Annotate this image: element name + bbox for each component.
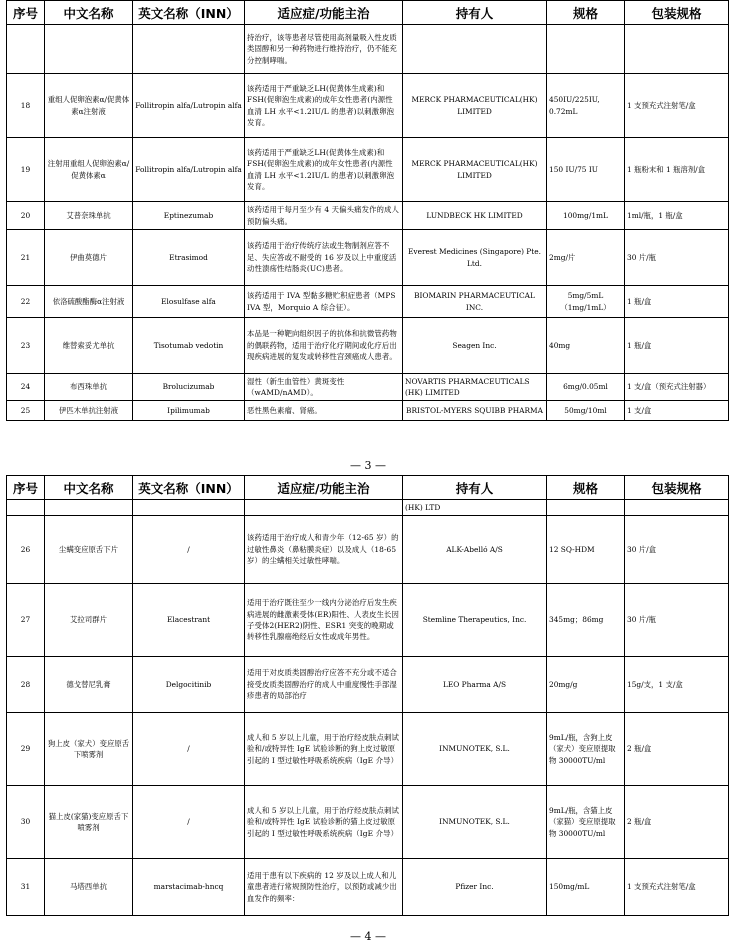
cell-cn-name: 马塔西单抗 xyxy=(45,859,133,916)
cell-indication: 该药适用于治疗传统疗法或生物制剂应答不足、失应答或不耐受的 16 岁及以上中重度活动性溃疡性结肠炎(UC)患者。 xyxy=(245,230,403,286)
cell-pack: 1 支预充式注射笔/盒 xyxy=(625,859,729,916)
table-row xyxy=(7,859,729,916)
cell-indication: 成人和 5 岁以上儿童，用于治疗经皮肤点刺试验和/或特异性 IgE 试验诊断的猫上皮过敏原引起的 I 型过敏性呼吸系统疾病（IgE 介导） xyxy=(245,786,403,859)
cell-cn-name xyxy=(45,500,133,516)
cell-en-name: Delgocitinib xyxy=(133,657,245,713)
cell-no: 31 xyxy=(7,859,45,916)
cell-spec: 345mg；86mg xyxy=(547,584,625,657)
cell-cn-name: 依洛硫酸酯酶α注射液 xyxy=(45,286,133,318)
cell-no: 23 xyxy=(7,318,45,374)
table-row xyxy=(7,401,729,421)
header-spec: 规格 xyxy=(547,1,625,25)
cell-spec: 100mg/1mL xyxy=(547,202,625,230)
cell-en-name: Follitropin alfa/Lutropin alfa xyxy=(133,74,245,138)
table-row xyxy=(7,230,729,286)
cell-cn-name: 尘螨变应原舌下片 xyxy=(45,516,133,584)
cell-holder: Pfizer Inc. xyxy=(403,859,547,916)
cell-no: 28 xyxy=(7,657,45,713)
cell-pack: 2 瓶/盒 xyxy=(625,713,729,786)
cell-indication: 该药适用于严重缺乏LH(促黄体生成素)和FSH(促卵泡生成素)的成年女性患者(内源性血清 LH 水平<1.2IU/L 的患者)以刺激卵泡发育。 xyxy=(245,138,403,202)
cell-holder: MERCK PHARMACEUTICAL(HK) LIMITED xyxy=(403,138,547,202)
cell-pack: 30 片/瓶 xyxy=(625,584,729,657)
cell-holder: LEO Pharma A/S xyxy=(403,657,547,713)
header-holder: 持有人 xyxy=(403,476,547,500)
header-indication: 适应症/功能主治 xyxy=(245,476,403,500)
cell-cn-name: 布西珠单抗 xyxy=(45,374,133,401)
page-number: — 3 — xyxy=(350,459,386,472)
cell-pack: 30 片/盒 xyxy=(625,516,729,584)
cell-indication: 本品是一种靶向组织因子的抗体和抗微管药物的偶联药物，适用于治疗化疗期间或化疗后出现疾病进展的复发或转移性宫颈癌成人患者。 xyxy=(245,318,403,374)
cell-indication: 适用于对皮质类固醇治疗应答不充分或不适合接受皮质类固醇治疗的成人中重度慢性手部湿疹患者的局部治疗 xyxy=(245,657,403,713)
cell-no: 26 xyxy=(7,516,45,584)
cell-no: 20 xyxy=(7,202,45,230)
cell-spec: 150 IU/75 IU xyxy=(547,138,625,202)
table-row-continued xyxy=(7,500,729,516)
cell-spec: 150mg/mL xyxy=(547,859,625,916)
header-no: 序号 xyxy=(7,476,45,500)
cell-indication: 该药适用于严重缺乏LH(促黄体生成素)和FSH(促卵泡生成素)的成年女性患者(内源性血清 LH 水平<1.2IU/L 的患者)以刺激卵泡发育。 xyxy=(245,74,403,138)
cell-cn-name xyxy=(45,25,133,74)
cell-indication: 该药适用于 IVA 型黏多糖贮积症患者（MPS IVA 型，Morquio A 综合征）。 xyxy=(245,286,403,318)
cell-holder: MERCK PHARMACEUTICAL(HK) LIMITED xyxy=(403,74,547,138)
table-row xyxy=(7,374,729,401)
cell-indication: 恶性黑色素瘤、肾癌。 xyxy=(245,401,403,421)
header-spec: 规格 xyxy=(547,476,625,500)
cell-spec: 20mg/g xyxy=(547,657,625,713)
cell-pack: 1 瓶/盒 xyxy=(625,286,729,318)
cell-en-name: Elosulfase alfa xyxy=(133,286,245,318)
cell-en-name: Etrasimod xyxy=(133,230,245,286)
header-cn-name: 中文名称 xyxy=(45,476,133,500)
cell-cn-name: 伊曲莫德片 xyxy=(45,230,133,286)
cell-spec: 40mg xyxy=(547,318,625,374)
cell-holder: Stemline Therapeutics, Inc. xyxy=(403,584,547,657)
cell-cn-name: 艾普奈珠单抗 xyxy=(45,202,133,230)
cell-spec xyxy=(547,25,625,74)
table-header-row xyxy=(7,476,729,500)
cell-indication: 适用于治疗既往至少一线内分泌治疗后发生疾病进展的雌激素受体(ER)阳性、人表皮生长因子受体2(HER2)阴性、ESR1 突变的晚期或转移性乳腺癌绝经后女性或成年男性。 xyxy=(245,584,403,657)
cell-indication: 该药适用于每月至少有 4 天偏头痛发作的成人预防偏头痛。 xyxy=(245,202,403,230)
cell-en-name: marstacimab-hncq xyxy=(133,859,245,916)
cell-en-name: / xyxy=(133,786,245,859)
cell-spec: 9mL/瓶，含猫上皮（家猫）变应原提取物 30000TU/ml xyxy=(547,786,625,859)
cell-en-name: Follitropin alfa/Lutropin alfa xyxy=(133,138,245,202)
cell-en-name: Brolucizumab xyxy=(133,374,245,401)
cell-cn-name: 德戈替尼乳膏 xyxy=(45,657,133,713)
table-header-row xyxy=(7,1,729,25)
cell-en-name: Ipilimumab xyxy=(133,401,245,421)
header-indication: 适应症/功能主治 xyxy=(245,1,403,25)
cell-no: 25 xyxy=(7,401,45,421)
header-no: 序号 xyxy=(7,1,45,25)
table-row xyxy=(7,516,729,584)
cell-en-name: / xyxy=(133,713,245,786)
cell-indication: 成人和 5 岁以上儿童，用于治疗经皮肤点刺试验和/或特异性 IgE 试验诊断的狗上皮过敏原引起的 I 型过敏性呼吸系统疾病（IgE 介导） xyxy=(245,713,403,786)
cell-cn-name: 艾拉司群片 xyxy=(45,584,133,657)
cell-en-name: Tisotumab vedotin xyxy=(133,318,245,374)
cell-holder: INMUNOTEK, S.L. xyxy=(403,786,547,859)
cell-no: 19 xyxy=(7,138,45,202)
cell-pack: 2 瓶/盒 xyxy=(625,786,729,859)
cell-en-name: / xyxy=(133,516,245,584)
cell-indication: 湿性（新生血管性）黄斑变性（wAMD/nAMD）。 xyxy=(245,374,403,401)
cell-spec: 5mg/5mL （1mg/1mL） xyxy=(547,286,625,318)
cell-en-name xyxy=(133,500,245,516)
cell-holder: NOVARTIS PHARMACEUTICALS (HK) LIMITED xyxy=(403,374,547,401)
cell-spec: 450IU/225IU, 0.72mL xyxy=(547,74,625,138)
cell-holder: Everest Medicines (Singapore) Pte. Ltd. xyxy=(403,230,547,286)
cell-holder: INMUNOTEK, S.L. xyxy=(403,713,547,786)
cell-pack xyxy=(625,500,729,516)
cell-indication: 持治疗，该等患者尽管使用高剂量吸入性皮质类固醇和另一种药物进行维持治疗，仍不能充分控制哮喘。 xyxy=(245,25,403,74)
cell-spec: 9mL/瓶，含狗上皮（家犬）变应原提取物 30000TU/ml xyxy=(547,713,625,786)
cell-no: 27 xyxy=(7,584,45,657)
cell-pack: 1ml/瓶，1 瓶/盒 xyxy=(625,202,729,230)
table-row xyxy=(7,584,729,657)
cell-cn-name: 注射用重组人促卵泡素α/促黄体素α xyxy=(45,138,133,202)
table-row xyxy=(7,202,729,230)
cell-holder: ALK-Abelló A/S xyxy=(403,516,547,584)
cell-holder: Seagen Inc. xyxy=(403,318,547,374)
cell-indication: 适用于患有以下疾病的 12 岁及以上成人和儿童患者进行常规预防性治疗，以预防或减少出血发作的频率： xyxy=(245,859,403,916)
page-number: — 4 — xyxy=(350,930,386,943)
cell-holder: BRISTOL-MYERS SQUIBB PHARMA xyxy=(403,401,547,421)
cell-no: 18 xyxy=(7,74,45,138)
cell-indication: 该药适用于治疗成人和青少年（12-65 岁）的过敏性鼻炎（鼻粘膜炎症）以及成人（18-65 岁）的尘螨相关过敏性哮喘。 xyxy=(245,516,403,584)
cell-spec: 2mg/片 xyxy=(547,230,625,286)
cell-spec xyxy=(547,500,625,516)
drug-table-page-3 xyxy=(6,0,729,421)
cell-pack: 30 片/瓶 xyxy=(625,230,729,286)
cell-holder xyxy=(403,25,547,74)
cell-no: 29 xyxy=(7,713,45,786)
cell-pack: 15g/支，1 支/盒 xyxy=(625,657,729,713)
table-row xyxy=(7,286,729,318)
cell-pack: 1 支/盒（预充式注射器） xyxy=(625,374,729,401)
table-row xyxy=(7,318,729,374)
cell-spec: 12 SQ-HDM xyxy=(547,516,625,584)
cell-no: 21 xyxy=(7,230,45,286)
cell-holder: BIOMARIN PHARMACEUTICAL INC. xyxy=(403,286,547,318)
cell-no xyxy=(7,500,45,516)
cell-spec: 6mg/0.05ml xyxy=(547,374,625,401)
cell-pack: 1 瓶/盒 xyxy=(625,318,729,374)
table-row xyxy=(7,74,729,138)
header-pack: 包装规格 xyxy=(625,1,729,25)
cell-en-name: Eptinezumab xyxy=(133,202,245,230)
table-row xyxy=(7,713,729,786)
header-cn-name: 中文名称 xyxy=(45,1,133,25)
cell-no: 22 xyxy=(7,286,45,318)
cell-cn-name: 重组人促卵泡素α/促黄体素α注射液 xyxy=(45,74,133,138)
cell-cn-name: 伊匹木单抗注射液 xyxy=(45,401,133,421)
table-row xyxy=(7,657,729,713)
cell-spec: 50mg/10ml xyxy=(547,401,625,421)
table-row xyxy=(7,138,729,202)
cell-holder: LUNDBECK HK LIMITED xyxy=(403,202,547,230)
cell-pack xyxy=(625,25,729,74)
header-pack: 包装规格 xyxy=(625,476,729,500)
cell-en-name: Elacestrant xyxy=(133,584,245,657)
header-en-name: 英文名称（INN） xyxy=(133,1,245,25)
cell-pack: 1 支/盒 xyxy=(625,401,729,421)
cell-pack: 1 支预充式注射笔/盒 xyxy=(625,74,729,138)
cell-cn-name: 猫上皮(家猫)变应原舌下喷雾剂 xyxy=(45,786,133,859)
cell-cn-name: 狗上皮（家犬）变应原舌下喷雾剂 xyxy=(45,713,133,786)
cell-indication xyxy=(245,500,403,516)
cell-no: 30 xyxy=(7,786,45,859)
table-row-continued xyxy=(7,25,729,74)
cell-pack: 1 瓶粉末和 1 瓶溶剂/盒 xyxy=(625,138,729,202)
drug-table-page-4 xyxy=(6,475,729,916)
header-holder: 持有人 xyxy=(403,1,547,25)
cell-holder: (HK) LTD xyxy=(403,500,547,516)
cell-cn-name: 维替索妥尤单抗 xyxy=(45,318,133,374)
cell-no xyxy=(7,25,45,74)
cell-no: 24 xyxy=(7,374,45,401)
table-row xyxy=(7,786,729,859)
header-en-name: 英文名称（INN） xyxy=(133,476,245,500)
cell-en-name xyxy=(133,25,245,74)
